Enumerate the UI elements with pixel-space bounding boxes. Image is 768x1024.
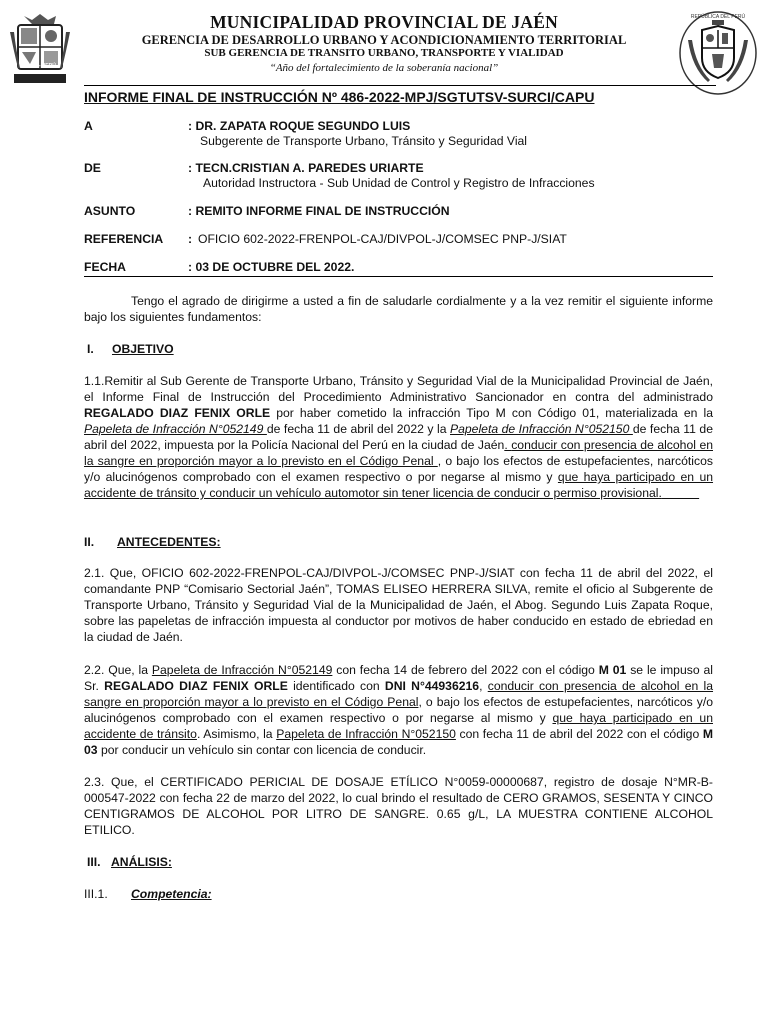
year-motto: “Año del fortalecimiento de la soberanía nacional” [269, 62, 499, 74]
section-1-number: I. [87, 342, 94, 356]
p22-code-1: M 01 [598, 663, 627, 677]
p11-administrado-name: REGALADO DIAZ FENIX ORLE [84, 406, 271, 420]
p11-ticket-2: Papeleta de Infracción N°052150 [450, 422, 633, 436]
reference-label: REFERENCIA [84, 232, 164, 246]
p11-text-b: por haber cometido la infracción Tipo M con Código 01, materializada en la [270, 406, 713, 420]
p11-text-a: 1.1.Remitir al Sub Gerente de Transporte Urbano, Tránsito y Seguridad Vial de la Municipalidad Provincial de Jaén, el Informe Final de Instrucción del Procedimiento Administrativo Sancionador en contra del administrado [84, 374, 713, 404]
p22-dni: DNI N°44936216 [384, 679, 480, 693]
left-logo-caption: JAÉN - PERÚ [24, 63, 56, 69]
to-label: A [84, 119, 93, 133]
p11-charge-1: conducir con presencia de alcohol en la sangre en proporción mayor a lo previsto en el Código Penal [84, 438, 713, 468]
p22-text-a: 2.2. Que, la [84, 663, 152, 677]
to-role: Subgerente de Transporte Urbano, Tránsito y Seguridad Vial [200, 134, 528, 148]
p11-text-d: de fecha 11 de abril del 2022, impuesta por la Policía Nacional del Perú en la ciudad de Jaén [84, 422, 713, 452]
to-name: : DR. ZAPATA ROQUE SEGUNDO LUIS [188, 119, 411, 133]
p22-ticket-1: Papeleta de Infracción N°052149 [151, 663, 333, 677]
p22-text-h: con fecha 11 de abril del 2022 con el código [455, 727, 703, 741]
p22-administrado-name: REGALADO DIAZ FENIX ORLE [104, 679, 288, 693]
p22-text-c: se le impuso al Sr. [84, 663, 713, 693]
p22-text-b: con fecha 14 de febrero del 2022 con el código [332, 663, 599, 677]
subsection-3-1-number: III.1. [84, 887, 108, 901]
p11-charge-2: que haya participado en un accidente de tránsito y conducir un vehículo automotor sin tener licencia de conducir o permiso provisional. [84, 470, 714, 500]
reference-value: OFICIO 602-2022-FRENPOL-CAJ/DIVPOL-J/COMSEC PNP-J/SIAT [198, 232, 567, 246]
header-subtitle-gerencia: GERENCIA DE DESARROLLO URBANO Y ACONDICIONAMIENTO TERRITORIAL [141, 33, 627, 47]
p11-text-c: de fecha 11 de abril del 2022 y la [266, 422, 450, 436]
memo-divider [84, 276, 713, 277]
institution-title: MUNICIPALIDAD PROVINCIAL DE JAÉN [210, 12, 558, 32]
report-title: INFORME FINAL DE INSTRUCCIÓN Nº 486-2022-MPJ/SGTUTSV-SURCI/CAPU [84, 89, 595, 105]
p22-text-g: . Asimismo, la [196, 727, 277, 741]
from-name: : TECN.CRISTIAN A. PAREDES URIARTE [188, 161, 424, 175]
p11-text-f: , o bajo los efectos de estupefacientes, narcóticos y/o alucinógenos comprobado con el examen respectivo o por negarse al mismo y [84, 454, 713, 484]
p22-text-d: identificado con [287, 679, 385, 693]
p22-text-e: , [479, 679, 488, 693]
right-logo-caption: REPÚBLICA DEL PERÚ [690, 14, 746, 20]
paragraph-1-1 [84, 373, 713, 501]
subject-value: : REMITO INFORME FINAL DE INSTRUCCIÓN [188, 204, 450, 218]
intro-paragraph: Tengo el agrado de dirigirme a usted a fin de saludarle cordialmente y a la vez remitir el siguiente informe bajo los siguientes fundamentos: [84, 294, 713, 324]
p11-underline-tail [662, 486, 699, 500]
header-divider [84, 85, 716, 86]
section-1-title: OBJETIVO [112, 342, 174, 356]
paragraph-2-2 [84, 662, 713, 758]
paragraph-2-3: 2.3. Que, el CERTIFICADO PERICIAL DE DOSAJE ETÍLICO N°0059-00000687, registro de dosaje N°MR-B-000547-2022 con fecha 22 de marzo del 2022, lo cual brindo el resultado de CERO GRAMOS, SESENTA Y CINCO CENTIGRAMOS DE ALCOHOL POR LITRO DE SANGRE. 0.65 g/L, LA MUESTRA CONTIENE ALCOHOL ETILICO. [84, 775, 713, 837]
from-label: DE [84, 161, 101, 175]
subsection-3-1-title: Competencia: [131, 887, 212, 901]
section-2-title: ANTECEDENTES: [117, 535, 221, 549]
p11-ticket-1: Papeleta de Infracción N°052149 [84, 422, 267, 436]
p22-code-2: M 03 [84, 727, 714, 757]
national-coat-of-arms-logo [678, 10, 758, 96]
reference-colon: : [188, 232, 193, 246]
header-subtitle-subgerencia: SUB GERENCIA DE TRANSITO URBANO, TRANSPORTE Y VIALIDAD [204, 47, 564, 59]
section-3-title: ANÁLISIS: [111, 855, 172, 869]
section-2-number: II. [84, 535, 95, 549]
subject-label: ASUNTO [84, 204, 136, 218]
date-value: : 03 DE OCTUBRE DEL 2022. [188, 260, 355, 274]
p22-charge-1: conducir con presencia de alcohol en la sangre en proporción mayor a lo previsto en el Código Penal [84, 679, 714, 709]
date-label: FECHA [84, 260, 126, 274]
p22-text-f: , o bajo los efectos de estupefacientes, narcóticos y/o alucinógenos comprobado con el examen respectivo o por negarse al mismo y [84, 695, 713, 725]
p22-charge-2: que haya participado en un accidente de tránsito [84, 711, 713, 741]
p22-ticket-2: Papeleta de Infracción N°052150 [276, 727, 456, 741]
p22-text-i: por conducir un vehículo sin contar con licencia de conducir. [97, 743, 427, 757]
p11-text-e: . [504, 438, 512, 452]
paragraph-2-1: 2.1. Que, OFICIO 602-2022-FRENPOL-CAJ/DIVPOL-J/COMSEC PNP-J/SIAT con fecha 11 de abril del 2022, el comandante PNP “Comisario Sectorial Jaén”, TOMAS ELISEO HERRERA SILVA, remite el oficio al Subgerente de Transporte Urbano, Tránsito y Seguridad Vial de la Municipalidad de Jaén, el Abog. Segundo Luis Zapata Roque, sobre las papeletas de infracción impuesta al conductor por motivos de haber conducido en estado de ebriedad en la ciudad de Jaén. [84, 566, 713, 644]
section-3-number: III. [87, 855, 101, 869]
from-role: Autoridad Instructora - Sub Unidad de Control y Registro de Infracciones [203, 176, 595, 190]
